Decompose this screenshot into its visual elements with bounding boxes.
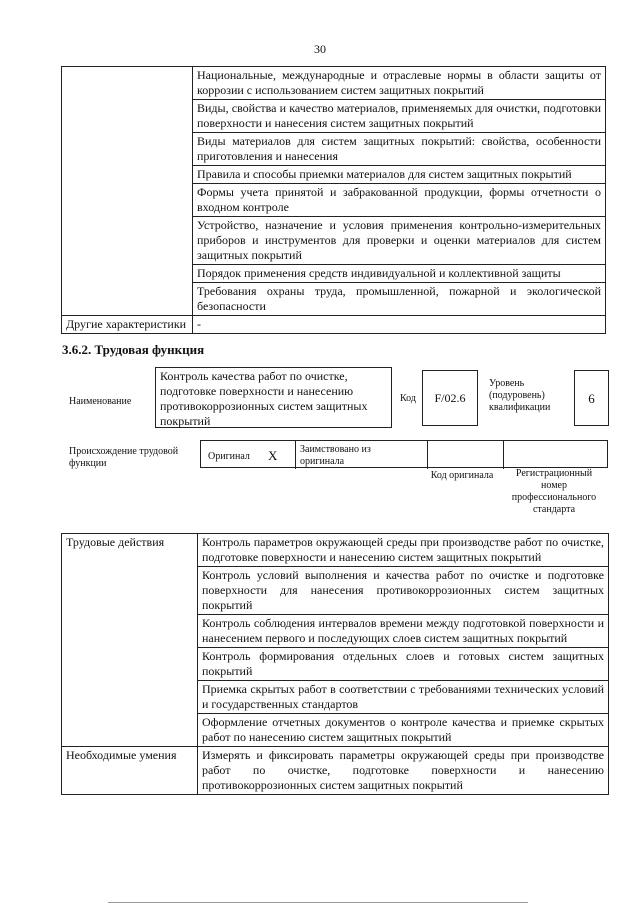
name-label: Наименование	[69, 396, 132, 407]
table-row	[62, 747, 609, 795]
labor-actions-label: Трудовые действия	[62, 534, 198, 747]
origin-label: Происхождение трудовой функции	[69, 446, 179, 469]
original-mark: X	[268, 448, 278, 463]
borrowed-label: Заимствовано из оригинала	[300, 444, 371, 467]
level-value-box: 6	[574, 370, 609, 426]
divider	[295, 441, 296, 469]
code-label: Код	[400, 393, 416, 404]
original-label: Оригинал	[208, 451, 250, 462]
table-cell: Правила и способы приемки материалов для систем защитных покрытий	[193, 166, 606, 184]
table-cell: Устройство, назначение и условия применения контрольно-измерительных приборов и инструментов для проверки и оценки материалов для систем защитных покрытий	[193, 217, 606, 265]
code-original-caption: Код оригинала	[430, 470, 494, 481]
knowledge-table	[61, 66, 606, 334]
table-cell: Национальные, международные и отраслевые нормы в области защиты от коррозии с использованием систем защитных покрытий	[193, 67, 606, 100]
level-label: Уровень (подуровень) квалификации	[489, 378, 551, 413]
function-name-box: Контроль качества работ по очистке, подготовке поверхности и нанесению противокоррозионных систем защитных покрытий	[155, 367, 392, 428]
table-row	[62, 67, 606, 100]
registration-caption: Регистрационный номер профессионального стандарта	[511, 468, 597, 515]
section-heading: 3.6.2. Трудовая функция	[62, 342, 205, 357]
divider	[503, 441, 504, 469]
bottom-scan-line	[108, 902, 528, 903]
table-cell: Контроль условий выполнения и качества работ по очистке и подготовке поверхности для нанесения противокоррозионных систем защитных покрытий	[198, 567, 609, 615]
table-cell: Виды материалов для систем защитных покрытий: свойства, особенности приготовления и нанесения	[193, 133, 606, 166]
page-number: 30	[314, 42, 326, 56]
table-cell: Контроль соблюдения интервалов времени между подготовкой поверхности и нанесением первого и последующих слоев систем защитных покрытий	[198, 615, 609, 648]
table-row	[62, 534, 609, 567]
other-characteristics-label: Другие характеристики	[62, 316, 193, 334]
skills-label: Необходимые умения	[62, 747, 198, 795]
table-cell: Требования охраны труда, промышленной, пожарной и экологической безопасности	[193, 283, 606, 316]
table-cell: Формы учета принятой и забракованной продукции, формы отчетности о входном контроле	[193, 184, 606, 217]
divider	[427, 441, 428, 469]
other-characteristics-value: -	[193, 316, 606, 334]
table-cell: Порядок применения средств индивидуальной и коллективной защиты	[193, 265, 606, 283]
table-cell: Измерять и фиксировать параметры окружающей среды при производстве работ по очистке, подготовке поверхности и нанесению противокоррозионных систем защитных покрытий	[198, 747, 609, 795]
empty-label-cell	[62, 67, 193, 316]
table-cell: Контроль формирования отдельных слоев и готовых систем защитных покрытий	[198, 648, 609, 681]
table-cell: Контроль параметров окружающей среды при производстве работ по очистке, подготовке поверхности и нанесению систем защитных покрытий	[198, 534, 609, 567]
origin-row	[200, 440, 608, 468]
code-value-box: F/02.6	[422, 370, 478, 426]
table-cell: Оформление отчетных документов о контроле качества и приемке скрытых работ по нанесению систем защитных покрытий	[198, 714, 609, 747]
table-row	[62, 316, 606, 334]
labor-actions-table	[61, 533, 609, 795]
table-cell: Виды, свойства и качество материалов, применяемых для очистки, подготовки поверхности и нанесения систем защитных покрытий	[193, 100, 606, 133]
table-cell: Приемка скрытых работ в соответствии с требованиями технических условий и государственных стандартов	[198, 681, 609, 714]
